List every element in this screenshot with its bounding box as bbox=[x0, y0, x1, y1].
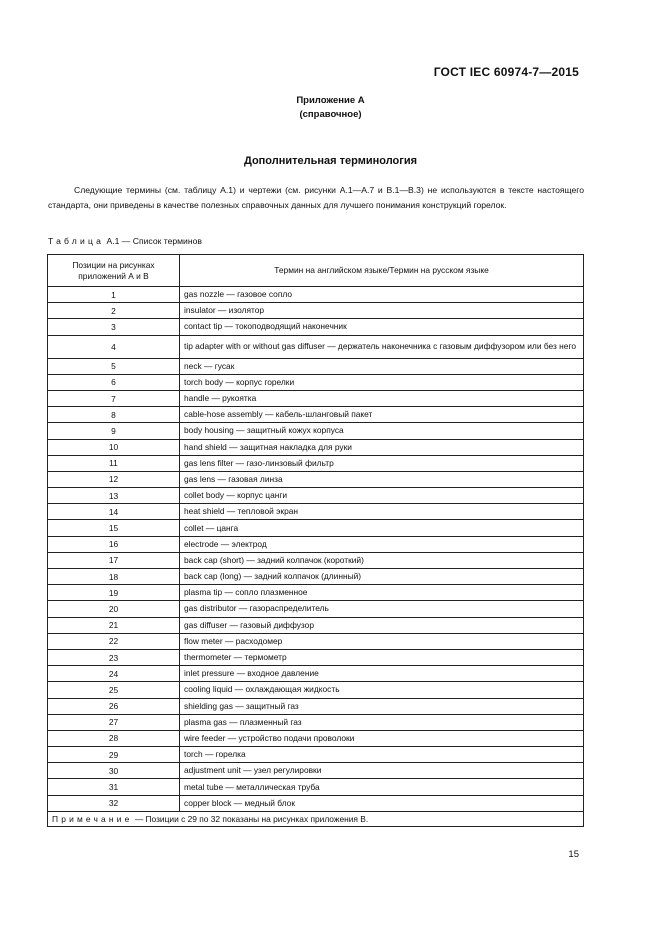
row-term: collet body — корпус цанги bbox=[180, 488, 584, 504]
table-row bbox=[48, 504, 584, 520]
row-position: 14 bbox=[48, 504, 180, 520]
table-note-prefix: Примечание bbox=[52, 813, 133, 824]
table-row bbox=[48, 601, 584, 617]
row-term: tip adapter with or without gas diffuser — держатель наконечника с газовым диффузором или без него bbox=[180, 335, 584, 358]
table-row bbox=[48, 455, 584, 471]
row-term: copper block — медный блок bbox=[180, 795, 584, 811]
table-row bbox=[48, 303, 584, 319]
row-position: 22 bbox=[48, 633, 180, 649]
row-position: 16 bbox=[48, 536, 180, 552]
row-term: plasma tip — сопло плазменное bbox=[180, 585, 584, 601]
row-position: 29 bbox=[48, 747, 180, 763]
row-term: contact tip — токоподводящий наконечник bbox=[180, 319, 584, 335]
row-term: collet — цанга bbox=[180, 520, 584, 536]
row-position: 21 bbox=[48, 617, 180, 633]
row-position: 30 bbox=[48, 763, 180, 779]
table-note-row bbox=[48, 811, 584, 826]
table-row bbox=[48, 536, 584, 552]
terms-table bbox=[47, 254, 584, 827]
page-number: 15 bbox=[568, 849, 579, 860]
table-row bbox=[48, 747, 584, 763]
row-term: gas distributor — газораспределитель bbox=[180, 601, 584, 617]
row-position: 20 bbox=[48, 601, 180, 617]
table-row bbox=[48, 763, 584, 779]
appendix-heading bbox=[0, 94, 661, 122]
terms-table-body bbox=[48, 287, 584, 812]
table-row bbox=[48, 439, 584, 455]
row-position: 8 bbox=[48, 407, 180, 423]
table-row bbox=[48, 649, 584, 665]
row-position: 6 bbox=[48, 374, 180, 390]
row-position: 15 bbox=[48, 520, 180, 536]
row-term: flow meter — расходомер bbox=[180, 633, 584, 649]
row-position: 13 bbox=[48, 488, 180, 504]
table-row bbox=[48, 795, 584, 811]
appendix-title: Приложение А bbox=[296, 95, 365, 106]
table-row bbox=[48, 407, 584, 423]
row-position: 28 bbox=[48, 730, 180, 746]
row-term: back cap (short) — задний колпачок (короткий) bbox=[180, 552, 584, 568]
row-position: 18 bbox=[48, 569, 180, 585]
standard-number: ГОСТ IEC 60974-7—2015 bbox=[433, 65, 579, 79]
row-term: hand shield — защитная накладка для руки bbox=[180, 439, 584, 455]
row-position: 11 bbox=[48, 455, 180, 471]
row-position: 32 bbox=[48, 795, 180, 811]
table-row bbox=[48, 617, 584, 633]
header-position: Позиции на рисунках приложений А и В bbox=[48, 255, 180, 287]
row-term: wire feeder — устройство подачи проволоки bbox=[180, 730, 584, 746]
table-row bbox=[48, 488, 584, 504]
table-row bbox=[48, 390, 584, 406]
table-row bbox=[48, 666, 584, 682]
row-position: 5 bbox=[48, 358, 180, 374]
table-row bbox=[48, 552, 584, 568]
row-position: 27 bbox=[48, 714, 180, 730]
table-row bbox=[48, 423, 584, 439]
row-position: 12 bbox=[48, 471, 180, 487]
row-term: gas lens filter — газо-линзовый фильтр bbox=[180, 455, 584, 471]
table-caption-prefix: Таблица bbox=[48, 236, 105, 246]
row-term: gas lens — газовая линза bbox=[180, 471, 584, 487]
row-term: handle — рукоятка bbox=[180, 390, 584, 406]
row-term: cooling liquid — охлаждающая жидкость bbox=[180, 682, 584, 698]
table-row bbox=[48, 730, 584, 746]
table-row bbox=[48, 319, 584, 335]
table-row bbox=[48, 633, 584, 649]
table-row bbox=[48, 520, 584, 536]
table-caption-text: А.1 — Список терминов bbox=[106, 236, 202, 246]
row-term: thermometer — термометр bbox=[180, 649, 584, 665]
appendix-subtitle: (справочное) bbox=[299, 109, 362, 120]
row-position: 31 bbox=[48, 779, 180, 795]
table-row bbox=[48, 698, 584, 714]
row-position: 10 bbox=[48, 439, 180, 455]
row-position: 19 bbox=[48, 585, 180, 601]
row-position: 17 bbox=[48, 552, 180, 568]
row-position: 23 bbox=[48, 649, 180, 665]
table-note bbox=[48, 811, 584, 826]
row-term: heat shield — тепловой экран bbox=[180, 504, 584, 520]
table-row bbox=[48, 569, 584, 585]
table-row bbox=[48, 358, 584, 374]
row-term: torch body — корпус горелки bbox=[180, 374, 584, 390]
row-term: plasma gas — плазменный газ bbox=[180, 714, 584, 730]
row-term: shielding gas — защитный газ bbox=[180, 698, 584, 714]
row-term: gas diffuser — газовый диффузор bbox=[180, 617, 584, 633]
row-term: metal tube — металлическая труба bbox=[180, 779, 584, 795]
row-term: inlet pressure — входное давление bbox=[180, 666, 584, 682]
table-row bbox=[48, 374, 584, 390]
table-row bbox=[48, 682, 584, 698]
row-position: 24 bbox=[48, 666, 180, 682]
row-position: 4 bbox=[48, 335, 180, 358]
row-position: 7 bbox=[48, 390, 180, 406]
table-row bbox=[48, 287, 584, 303]
table-row bbox=[48, 471, 584, 487]
table-row bbox=[48, 779, 584, 795]
table-header-row bbox=[48, 255, 584, 287]
row-position: 2 bbox=[48, 303, 180, 319]
table-note-text: — Позиции с 29 по 32 показаны на рисунках приложения В. bbox=[134, 813, 369, 824]
row-term: electrode — электрод bbox=[180, 536, 584, 552]
row-position: 9 bbox=[48, 423, 180, 439]
row-position: 26 bbox=[48, 698, 180, 714]
table-row bbox=[48, 335, 584, 358]
row-term: back cap (long) — задний колпачок (длинный) bbox=[180, 569, 584, 585]
row-position: 1 bbox=[48, 287, 180, 303]
header-term: Термин на английском языке/Термин на русском языке bbox=[180, 255, 584, 287]
row-term: cable-hose assembly — кабель-шланговый пакет bbox=[180, 407, 584, 423]
row-position: 25 bbox=[48, 682, 180, 698]
table-caption bbox=[48, 236, 202, 246]
row-term: body housing — защитный кожух корпуса bbox=[180, 423, 584, 439]
table-row bbox=[48, 585, 584, 601]
row-term: gas nozzle — газовое сопло bbox=[180, 287, 584, 303]
row-term: adjustment unit — узел регулировки bbox=[180, 763, 584, 779]
row-position: 3 bbox=[48, 319, 180, 335]
row-term: neck — гусак bbox=[180, 358, 584, 374]
table-row bbox=[48, 714, 584, 730]
row-term: insulator — изолятор bbox=[180, 303, 584, 319]
section-title: Дополнительная терминология bbox=[243, 155, 418, 167]
row-term: torch — горелка bbox=[180, 747, 584, 763]
intro-paragraph: Следующие термины (см. таблицу А.1) и чертежи (см. рисунки А.1—А.7 и В.1—В.3) не используются в тексте настоящего стандарта, они приведены в качестве полезных справочных данных для лучшего понимания конструкций горелок. bbox=[48, 185, 584, 210]
